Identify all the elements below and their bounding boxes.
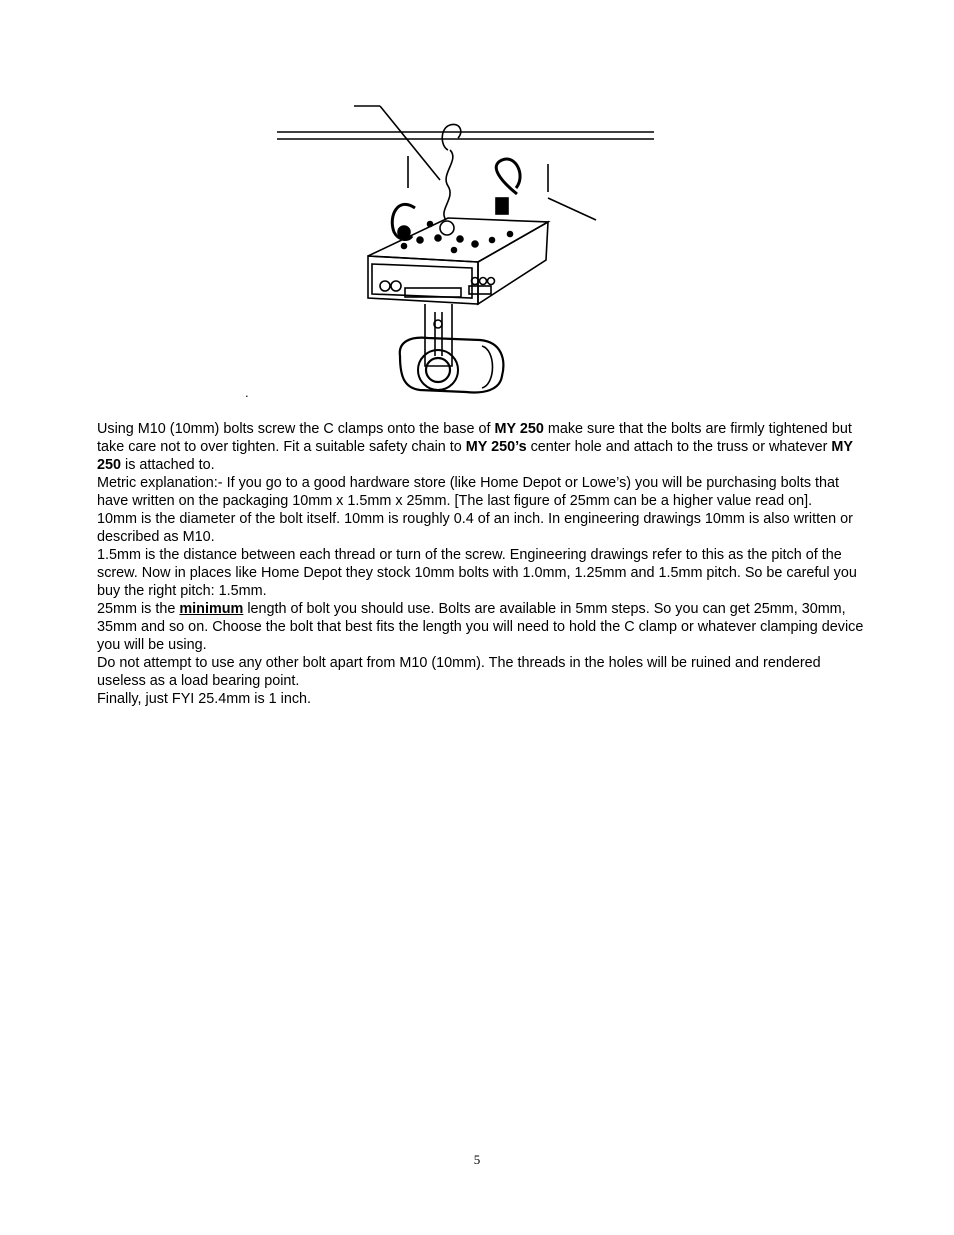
figure-dot: . [245,385,249,400]
right-c-clamp [496,159,520,194]
paragraph-clamp-instructions: Using M10 (10mm) bolts screw the C clamps onto the base of MY 250 make sure that the bolts are firmly tightened but take care not to over tighten. Fit a suitable safety chain to MY 250’s center hole and attach to the truss or whatever MY 250 is attached to. [97,421,853,473]
leader-line-chain [380,106,440,180]
moving-head-clamp-diagram [270,98,660,403]
head-lens-outer [418,350,458,390]
head-side-panel [482,346,493,388]
page-number: 5 [473,1152,481,1167]
paragraph-metric-explanation: Metric explanation:- If you go to a good hardware store (like Home Depot or Lowe’s) you will be purchasing bolts that have written on the packaging 10mm x 1.5mm x 25mm. [The last figure of 25mm can be a higher value read on]. [97,475,840,509]
head-lens-inner [426,358,450,382]
mounting-illustration [245,98,660,403]
safety-chain [444,150,453,220]
chain-eye [440,221,454,235]
leader-line-clamp [548,198,596,220]
body-text [97,420,867,708]
yoke-arm [425,304,452,366]
paragraph-warning: Do not attempt to use any other bolt apart from M10 (10mm). The threads in the holes will be ruined and rendered useless as a load bearing point. [97,655,821,689]
paragraph-pitch: 1.5mm is the distance between each thread or turn of the screw. Engineering drawings refer to this as the pitch of the screw. Now in places like Home Depot they stock 10mm bolts with 1.0mm, 1.25mm and 1.5mm pitch. So be careful you buy the right pitch: 1.5mm. [97,547,857,599]
product-name: MY 250 [494,421,544,437]
safety-hook [442,124,461,150]
emphasis-minimum: minimum [179,601,244,617]
right-clamp-bolt [496,198,508,214]
paragraph-fyi: Finally, just FYI 25.4mm is 1 inch. [97,691,312,707]
product-name: MY 250 [97,439,853,473]
paragraph-length: 25mm is the minimum length of bolt you should use. Bolts are available in 5mm steps. So you can get 25mm, 30mm, 35mm and so on. Choose the bolt that best fits the length you will need to hold the C clamp or whatever clamping device you will be using. [97,601,864,653]
paragraph-diameter: 10mm is the diameter of the bolt itself. 10mm is roughly 0.4 of an inch. In engineering drawings 10mm is also written or described as M10. [97,511,853,545]
product-name: MY 250’s [465,439,527,455]
